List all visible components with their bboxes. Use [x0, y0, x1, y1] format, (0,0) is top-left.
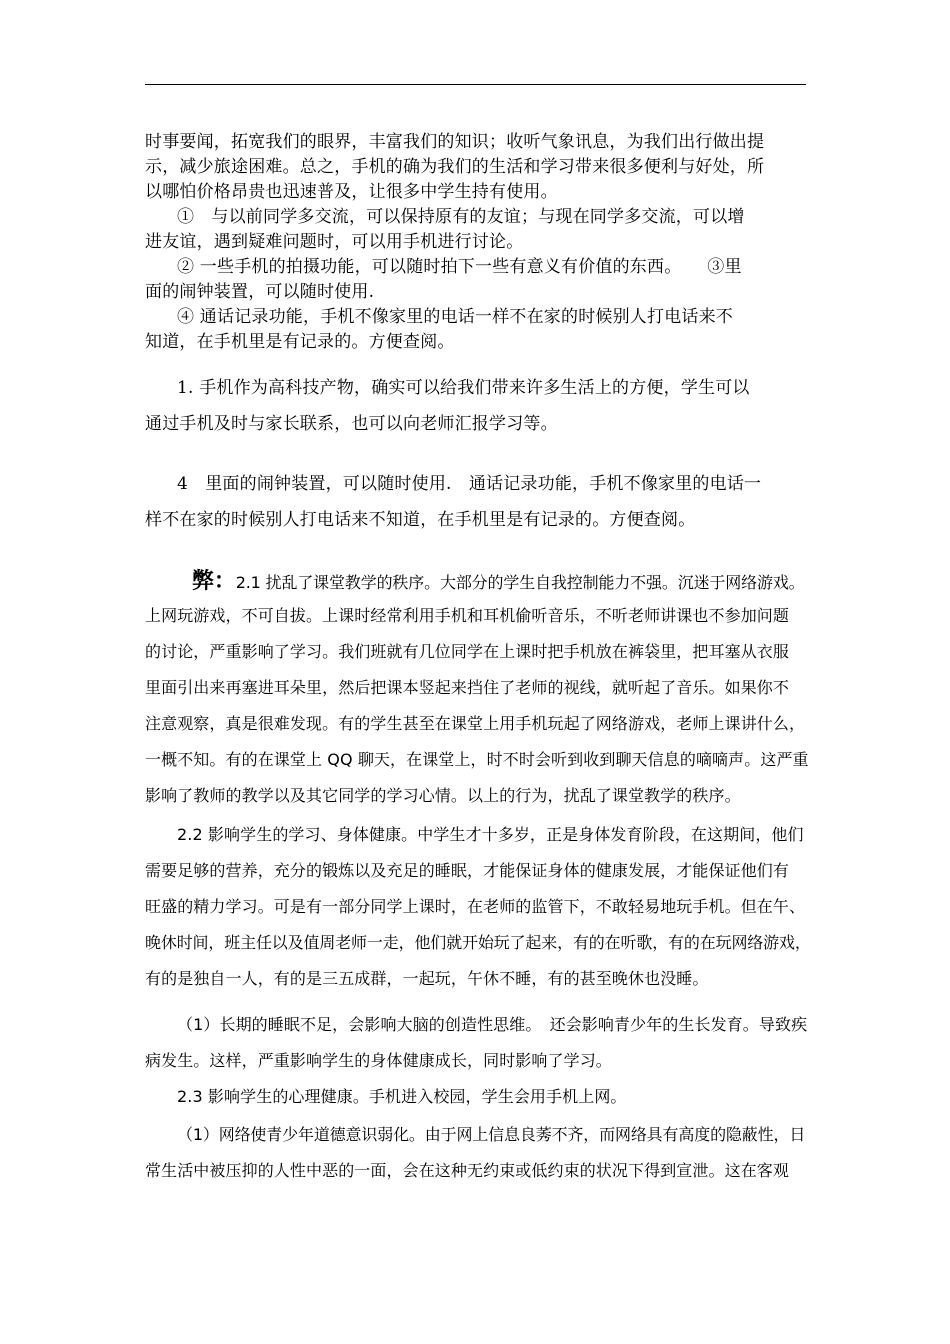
text-line: 有的是独自一人，有的是三五成群，一起玩，午休不睡，有的甚至晚休也没睡。: [145, 969, 709, 988]
text-line: 通过手机及时与家长联系，也可以向老师汇报学习等。: [145, 414, 558, 434]
text-line: 4 里面的闹钟装置，可以随时使用. 通话记录功能，手机不像家里的电话一: [177, 474, 762, 494]
text-line: 2.1 扰乱了课堂教学的秩序。大部分的学生自我控制能力不强。沉迷于网络游戏。: [235, 573, 805, 592]
text-line: ② 一些手机的拍摄功能，可以随时拍下一些有意义有价值的东西。 ③里: [177, 257, 742, 277]
text-line: （1）网络使青少年道德意识弱化。由于网上信息良莠不齐，而网络具有高度的隐蔽性，日: [177, 1125, 806, 1144]
text-line: 面的闹钟装置，可以随时使用.: [145, 282, 375, 302]
text-line: 影响了教师的教学以及其它同学的学习心情。以上的行为，扰乱了课堂教学的秩序。: [145, 786, 741, 805]
text-line: 旺盛的精力学习。可是有一部分同学上课时，在老师的监管下，不敢轻易地玩手机。但在午、: [145, 897, 806, 916]
text-line: （1）长期的睡眠不足，会影响大脑的创造性思维。 还会影响青少年的生长发育。导致疾: [177, 1015, 808, 1034]
text-line: 里面引出来再塞进耳朵里，然后把课本竖起来挡住了老师的视线，就听起了音乐。如果你不: [145, 678, 790, 697]
text-line: 上网玩游戏，不可自拔。上课时经常利用手机和耳机偷听音乐，不听老师讲课也不参加问题: [145, 606, 790, 625]
text-line: 1. 手机作为高科技产物，确实可以给我们带来许多生活上的方便，学生可以: [177, 378, 750, 398]
text-line: ④ 通话记录功能，手机不像家里的电话一样不在家的时候别人打电话来不: [177, 307, 734, 327]
paragraph-2-1-first-line: [192, 564, 805, 595]
header-rule: [145, 84, 806, 85]
text-line: 2.3 影响学生的心理健康。手机进入校园，学生会用手机上网。: [177, 1087, 627, 1106]
disadvantage-heading: 弊：: [192, 569, 236, 594]
text-line: 一概不知。有的在课堂上 QQ 聊天，在课堂上，时不时会听到收到聊天信息的嘀嘀声。这严重: [145, 750, 809, 769]
text-line: 以哪怕价格昂贵也迅速普及，让很多中学生持有使用。: [145, 182, 558, 202]
text-line: 时事要闻，拓宽我们的眼界，丰富我们的知识；收听气象讯息，为我们出行做出提: [145, 132, 765, 152]
text-line: 的讨论，严重影响了学习。我们班就有几位同学在上课时把手机放在裤袋里，把耳塞从衣服: [145, 642, 790, 661]
text-line: 晚休时间，班主任以及值周老师一走，他们就开始玩了起来，有的在听歌，有的在玩网络游戏，: [145, 933, 811, 952]
text-line: ① 与以前同学多交流，可以保持原有的友谊；与现在同学多交流，可以增: [177, 207, 745, 227]
text-line: 病发生。这样，严重影响学生的身体健康成长，同时影响了学习。: [145, 1051, 612, 1070]
text-line: 2.2 影响学生的学习、身体健康。中学生才十多岁，正是身体发育阶段，在这期间，他们: [177, 825, 804, 844]
text-line: 常生活中被压抑的人性中恶的一面，会在这种无约束或低约束的状况下得到宣泄。这在客观: [145, 1161, 790, 1180]
text-line: 注意观察，真是很难发现。有的学生甚至在课堂上用手机玩起了网络游戏，老师上课讲什么，: [145, 714, 806, 733]
text-line: 知道，在手机里是有记录的。方便查阅。: [145, 332, 455, 352]
text-line: 示，减少旅途困难。总之，手机的确为我们的生活和学习带来很多便利与好处，所: [145, 157, 765, 177]
text-line: 进友谊，遇到疑难问题时，可以用手机进行讨论。: [145, 232, 524, 252]
text-line: 样不在家的时候别人打电话来不知道，在手机里是有记录的。方便查阅。: [145, 510, 696, 530]
text-line: 需要足够的营养，充分的锻炼以及充足的睡眠，才能保证身体的健康发展，才能保证他们有: [145, 861, 790, 880]
